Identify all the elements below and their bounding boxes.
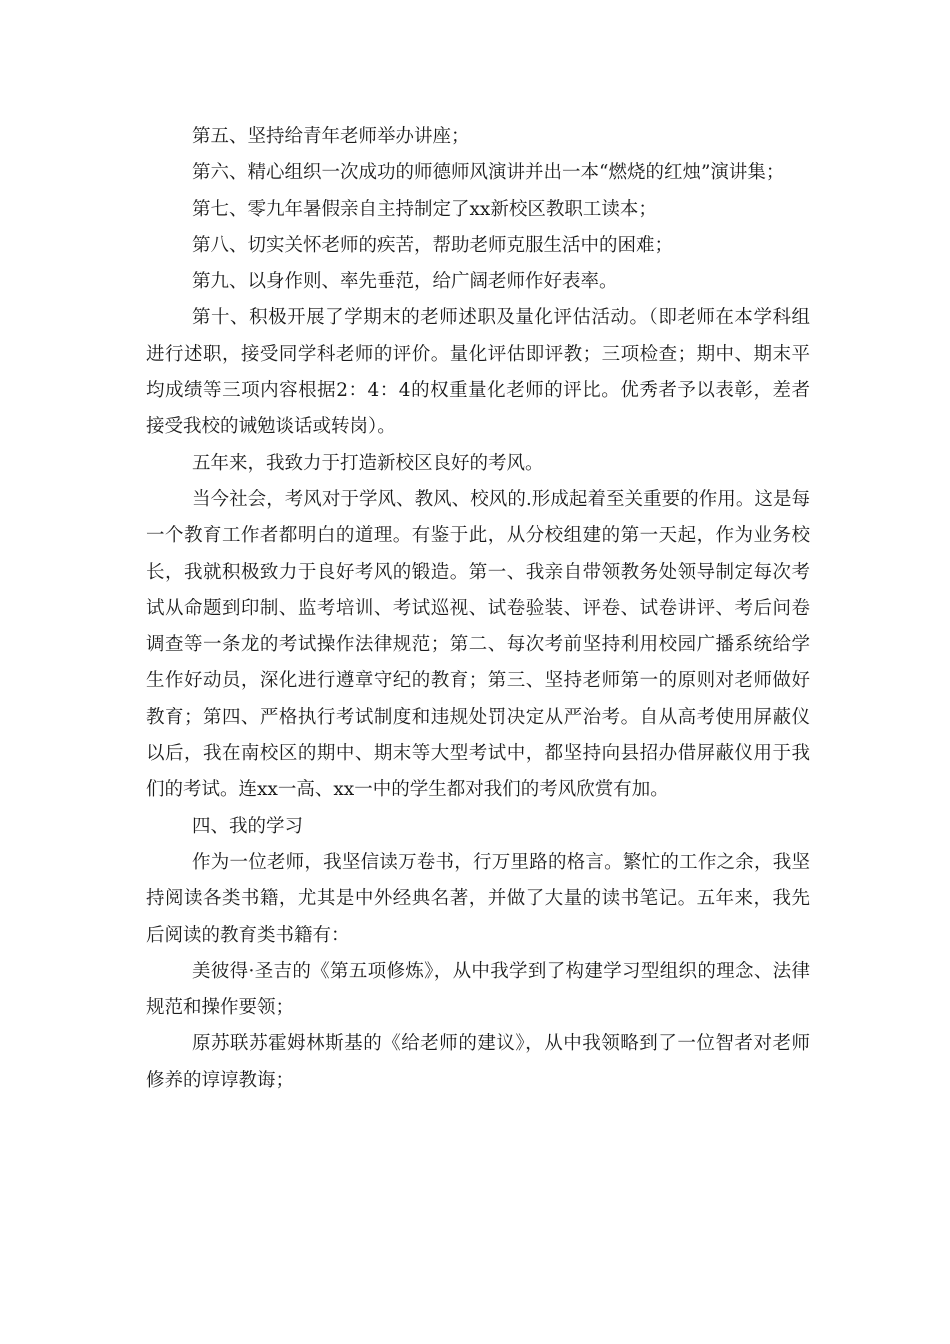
paragraph-item-8: 第八、切实关怀老师的疾苦，帮助老师克服生活中的困难； [192, 234, 674, 256]
paragraph-item-5: 第五、坚持给青年老师举办讲座； [192, 126, 470, 147]
paragraph-item-9: 第九、以身作则、率先垂范，给广阔老师作好表率。 [192, 271, 618, 293]
paragraph-item-6: 第六、精心组织一次成功的师德师风演讲并出一本“燃烧的红烛”演讲集； [192, 162, 785, 184]
paragraph-book-2: 原苏联苏霍姆林斯基的《给老师的建议》，从中我领略到了一位智者对老师修养的谆谆教诲； [146, 1033, 810, 1091]
paragraph-study-intro: 作为一位老师，我坚信读万卷书，行万里路的格言。繁忙的工作之余，我坚持阅读各类书籍，尤其是中外经典名著，并做了大量的读书笔记。五年来，我先后阅读的教育类书籍有： [146, 851, 810, 946]
paragraph-exam-intro: 五年来，我致力于打造新校区良好的考风。 [192, 452, 544, 474]
section-heading-study: 四、我的学习 [192, 815, 304, 837]
paragraph-item-7: 第七、零九年暑假亲自主持制定了xx新校区教职工读本； [192, 198, 657, 220]
paragraph-item-10: 第十、积极开展了学期末的老师述职及量化评估活动。（即老师在本学科组进行述职，接受同学科老师的评价。量化评估即评教；三项检查；期中、期末平均成绩等三项内容根据2：4：4的权重量化老师的评比。优秀者予以表彰，差者接受我校的诫勉谈话或转岗）。 [146, 307, 810, 438]
document-body [146, 119, 810, 1099]
paragraph-book-1: 美彼得·圣吉的《第五项修炼》，从中我学到了构建学习型组织的理念、法律规范和操作要领； [146, 960, 810, 1019]
paragraph-exam-body: 当今社会，考风对于学风、教风、校风的.形成起着至关重要的作用。这是每一个教育工作者都明白的道理。有鉴于此，从分校组建的第一天起，作为业务校长，我就积极致力于良好考风的锻造。第一、我亲自带领教务处领导制定每次考试从命题到印制、监考培训、考试巡视、试卷验装、评卷、试卷讲评、考后问卷调查等一条龙的考试操作法律规范；第二、每次考前坚持利用校园广播系统给学生作好动员，深化进行遵章守纪的教育；第三、坚持老师第一的原则对老师做好教育；第四、严格执行考试制度和违规处罚决定从严治考。自从高考使用屏蔽仪以后，我在南校区的期中、期末等大型考试中，都坚持向县招办借屏蔽仪用于我们的考试。连xx一高、xx一中的学生都对我们的考风欣赏有加。 [146, 488, 810, 801]
